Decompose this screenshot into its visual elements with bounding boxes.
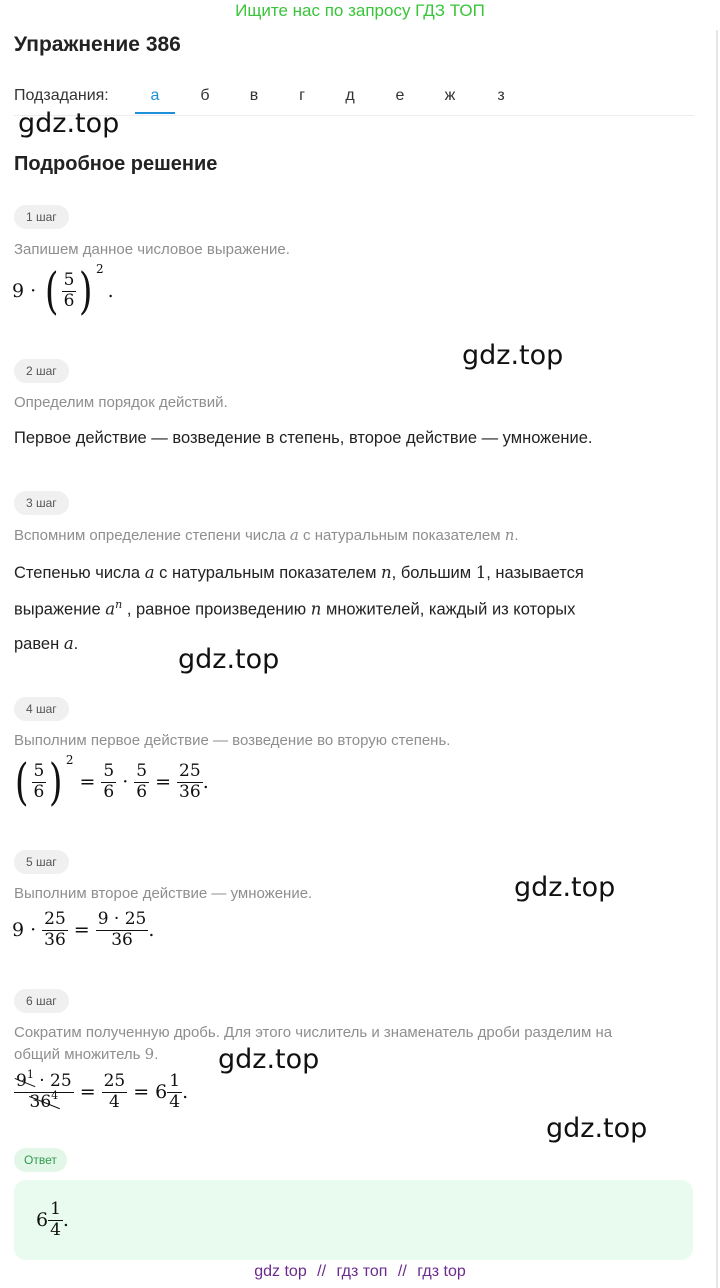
subtask-tab-b[interactable]: б (200, 87, 210, 104)
answer-box (14, 1180, 693, 1260)
step-4-hint: Выполним первое действие — возведение во вторую степень. (14, 732, 451, 749)
watermark: gdz.top (462, 340, 564, 371)
bottom-link-gdz-top-mixed[interactable]: гдз top (417, 1263, 466, 1280)
step-1-expression: 9 · ( $\frac{5}{6}$ ) 2 . (12, 262, 114, 320)
step-6-expression: $\frac{9^1 \cdot 25}{36^4}$ = $\frac{25}{4}$ = 6 $\frac{1}{4}$ . (16, 1068, 189, 1112)
subtask-tab-zh[interactable]: ж (444, 87, 456, 104)
step-4-badge: 4 шаг (14, 697, 69, 721)
step-3-text-line-3: равен a. (14, 634, 79, 653)
step-3-text-line-1: Степенью числа a с натуральным показателем n, большим 1, называется (14, 563, 584, 582)
active-tab-indicator (135, 112, 175, 114)
subtasks-label: Подзадания: (14, 87, 109, 104)
step-4-expression: ( $\frac{5}{6}$ ) 2 = $\frac{5}{6}$ · $\frac{5}{6}$ = $\frac{25}{36}$ . (14, 753, 209, 811)
step-2-hint: Определим порядок действий. (14, 394, 228, 411)
watermark: gdz.top (218, 1044, 320, 1075)
step-6-hint-line-2: общий множитель 9. (14, 1045, 159, 1063)
step-3-hint: Вспомним определение степени числа a с натуральным показателем n. (14, 526, 519, 544)
watermark: gdz.top (178, 644, 280, 675)
answer-value: 6 $\frac{1}{4}$ . (36, 1199, 69, 1240)
scrollbar-track[interactable] (716, 30, 718, 1288)
step-3-text-line-2: выражение $a^n$ , равное произведению n множителей, каждый из которых (14, 598, 576, 619)
bottom-link-separator: // (317, 1263, 327, 1280)
subtask-tab-v[interactable]: в (249, 87, 259, 104)
step-1-hint: Запишем данное числовое выражение. (14, 241, 290, 258)
bottom-link-gdz-top-ru[interactable]: гдз топ (336, 1263, 388, 1280)
step-3-badge: 3 шаг (14, 491, 69, 515)
subtask-tab-d[interactable]: д (345, 87, 355, 104)
subtask-tab-g[interactable]: г (299, 87, 305, 104)
step-5-expression: 9 · $\frac{25}{36}$ = $\frac{9 \cdot 25}{36}$ . (12, 909, 155, 950)
bottom-link-gdz-top[interactable]: gdz top (254, 1263, 307, 1280)
top-banner[interactable]: Ищите нас по запросу ГДЗ ТОП (235, 1, 485, 20)
subtask-tab-z[interactable]: з (497, 87, 505, 104)
subtask-tab-e[interactable]: е (395, 87, 405, 104)
step-2-badge: 2 шаг (14, 359, 69, 383)
watermark: gdz.top (514, 872, 616, 903)
step-6-hint-line-1: Сократим полученную дробь. Для этого числитель и знаменатель дроби разделим на (14, 1024, 613, 1041)
section-title: Подробное решение (14, 153, 218, 175)
bottom-link-separator: // (397, 1263, 407, 1280)
step-5-hint: Выполним второе действие — умножение. (14, 885, 313, 902)
step-1-badge: 1 шаг (14, 205, 69, 229)
page-title: Упражнение 386 (14, 33, 181, 56)
watermark: gdz.top (18, 108, 120, 139)
answer-badge: Ответ (14, 1148, 67, 1172)
watermark: gdz.top (546, 1113, 648, 1144)
step-5-badge: 5 шаг (14, 850, 69, 874)
subtask-tab-a[interactable]: а (150, 87, 160, 104)
bottom-links (0, 1263, 720, 1281)
step-2-text: Первое действие — возведение в степень, второе действие — умножение. (14, 429, 593, 447)
step-6-badge: 6 шаг (14, 989, 69, 1013)
